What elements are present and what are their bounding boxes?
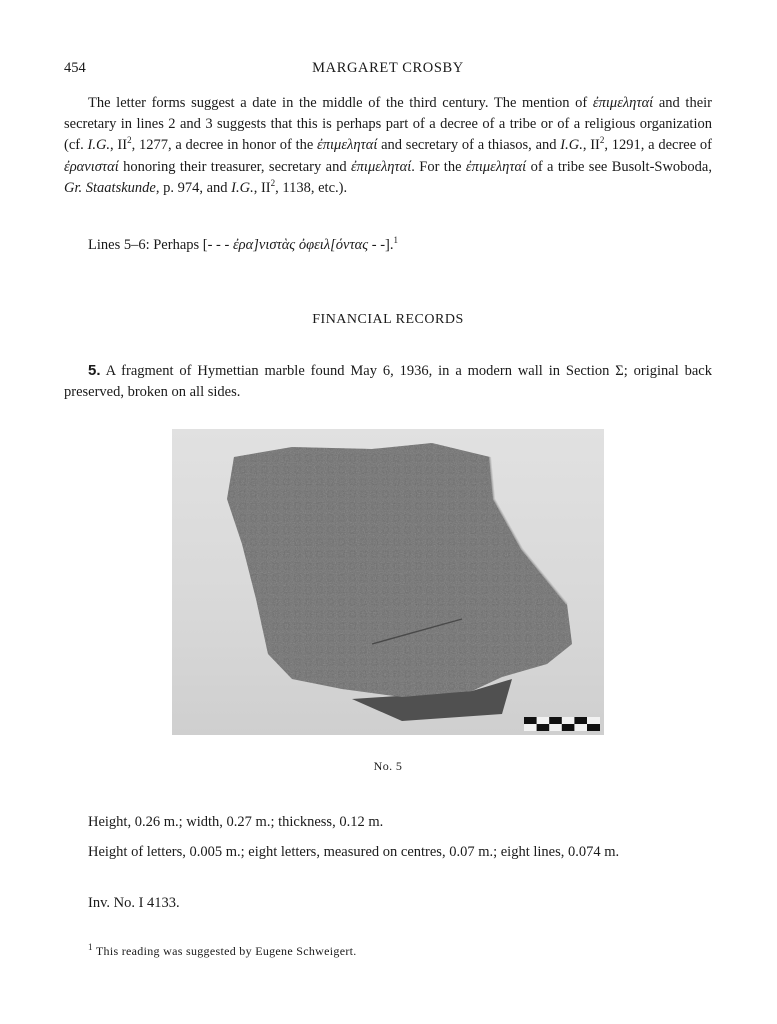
running-head-author: MARGARET CROSBY — [312, 60, 464, 76]
figure-caption: No. 5 — [373, 759, 403, 773]
entry-description: 5. A fragment of Hymettian marble found May 6, 1936, in a modern wall in Section Σ; original back preserved, broken on all sides. — [64, 362, 712, 401]
scale-bar — [524, 717, 600, 731]
inscription-photograph — [172, 429, 604, 735]
commentary-paragraph: The letter forms suggest a date in the middle of the third century. The mention of ἐπιμεληταί and their secretary in lines 2 and 3 suggests that this is perhaps part of a decree of a tribe or of a religious organization (cf. I.G., $II^2$, 1277, a decree in honor of the ἐπιμεληταί and secretary of a thiasos, and I.G., $II^2$, 1291, a decree of ἐρανισταί honoring their treasurer, secretary and ἐπιμεληταί. For the ἐπιμεληταί of a tribe see Busolt-Swoboda, Gr. Staatskunde, p. 974, and I.G., $II^2$, 1138, etc.). — [64, 95, 712, 196]
measurement-dimensions: Height, 0.26 m.; width, 0.27 m.; thickness, 0.12 m. — [88, 814, 384, 830]
running-head — [64, 60, 712, 82]
section-title: FINANCIAL RECORDS — [312, 312, 464, 327]
footnote — [88, 944, 708, 959]
entry-number: 5. — [88, 362, 101, 379]
measurement-letters: Height of letters, 0.005 m.; eight letters, measured on centres, 0.07 m.; eight lines, 0.074 m. — [88, 844, 620, 860]
footnote-reference[interactable]: 1 — [393, 235, 399, 246]
page-number: 454 — [64, 60, 86, 76]
footnote-text: This reading was suggested by Eugene Schweigert. — [92, 944, 357, 958]
inventory-number: Inv. No. I 4133. — [88, 895, 180, 911]
lines-note: Lines 5–6: Perhaps [- - - ἐρα]νιστὰς ὀφειλ[όντας - -].$^1$ — [88, 235, 399, 253]
footnote-mark: 1 — [88, 942, 93, 952]
